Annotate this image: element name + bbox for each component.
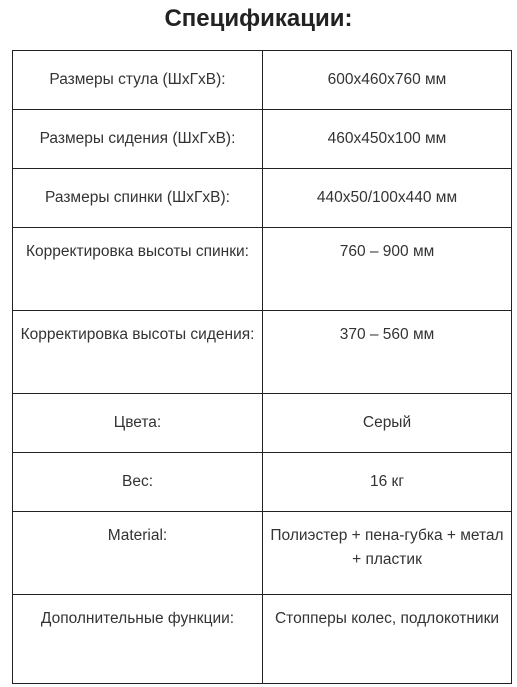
spec-value: 600x460x760 мм — [263, 51, 512, 110]
spec-label: Корректировка высоты сидения: — [13, 311, 263, 394]
spec-value: 16 кг — [263, 453, 512, 512]
table-row — [13, 311, 512, 394]
spec-value: Полиэстер + пена-губка + метал + пластик — [263, 512, 512, 595]
spec-label: Размеры стула (ШхГхВ): — [13, 51, 263, 110]
spec-label: Корректировка высоты спинки: — [13, 228, 263, 311]
spec-value: 760 – 900 мм — [263, 228, 512, 311]
spec-label: Вес: — [13, 453, 263, 512]
page-title: Спецификации: — [164, 5, 353, 32]
table-row — [13, 394, 512, 453]
spec-value: Серый — [263, 394, 512, 453]
spec-value: 440x50/100x440 мм — [263, 169, 512, 228]
table-row — [13, 453, 512, 512]
table-row — [13, 595, 512, 684]
table-row — [13, 110, 512, 169]
spec-label: Material: — [13, 512, 263, 595]
spec-label: Размеры сидения (ШхГхВ): — [13, 110, 263, 169]
spec-label: Размеры спинки (ШхГхВ): — [13, 169, 263, 228]
spec-value: 370 – 560 мм — [263, 311, 512, 394]
spec-table — [12, 50, 512, 684]
spec-label: Цвета: — [13, 394, 263, 453]
spec-label: Дополнительные функции: — [13, 595, 263, 684]
table-row — [13, 169, 512, 228]
spec-value: Стопперы колес, подлокотники — [263, 595, 512, 684]
table-row — [13, 228, 512, 311]
spec-value: 460x450x100 мм — [263, 110, 512, 169]
table-row — [13, 51, 512, 110]
table-row — [13, 512, 512, 595]
